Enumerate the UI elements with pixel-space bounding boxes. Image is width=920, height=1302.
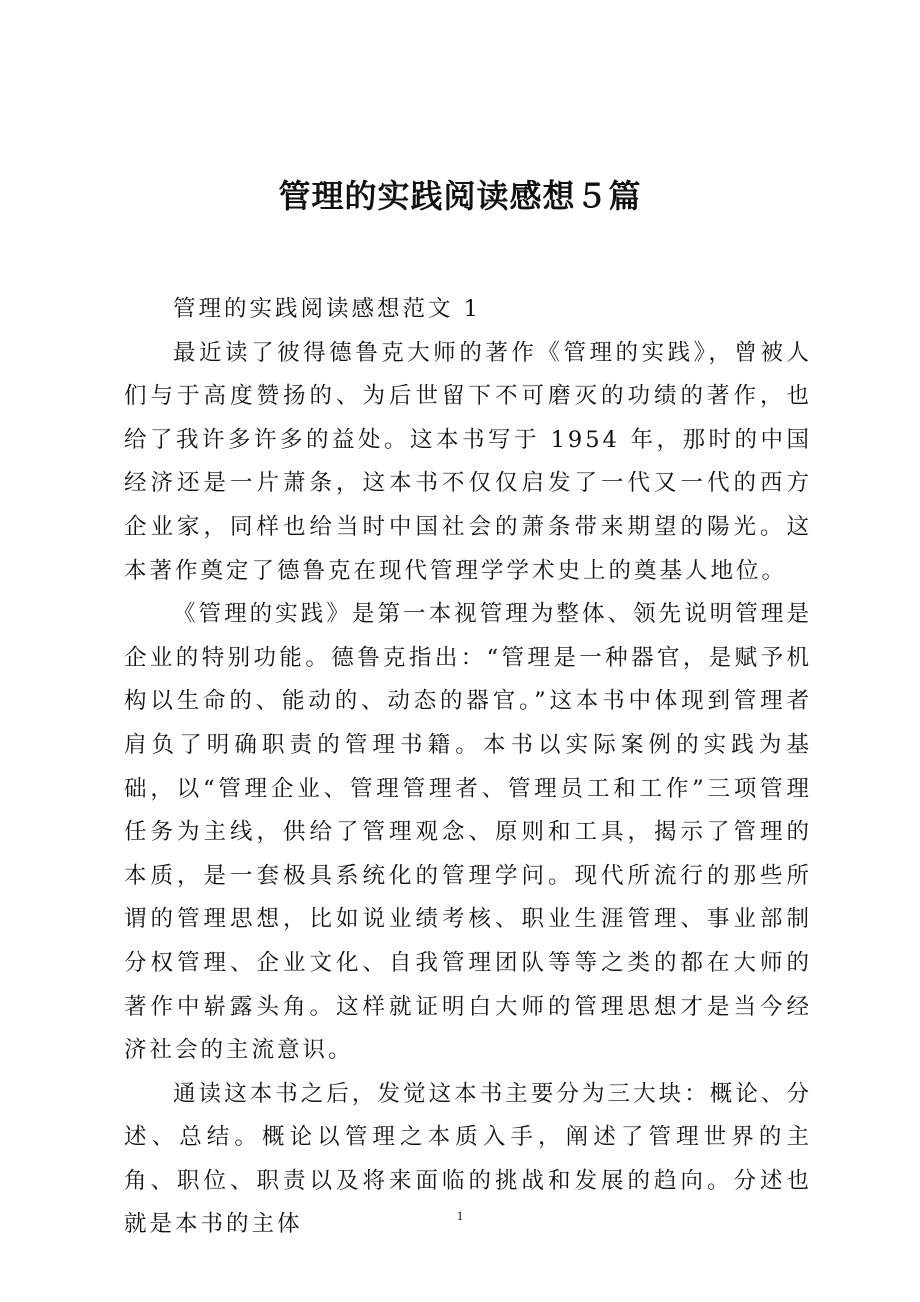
paragraph-2: 《管理的实践》是第一本视管理为整体、领先说明管理是企业的特别功能。德鲁克指出：“管理是一种器官，是赋予机构以生命的、能动的、动态的器官。”这本书中体现到管理者肩负了明确职责的管理书籍。本书以实际案例的实践为基础，以“管理企业、管理管理者、管理员工和工作”三项管理任务为主线，供给了管理观念、原则和工具，揭示了管理的本质，是一套极具系统化的管理学问。现代所流行的那些所谓的管理思想，比如说业绩考核、职业生涯管理、事业部制分权管理、企业文化、自我管理团队等等之类的都在大师的著作中崭露头角。这样就证明白大师的管理思想才是当今经济社会的主流意识。 [124, 601, 812, 1064]
document-title: 管理的实践阅读感想５篇 [278, 177, 642, 215]
document-body [124, 288, 812, 1247]
page-number: 1 [456, 1208, 464, 1223]
paragraph-3: 通读这本书之后，发觉这本书主要分为三大块：概论、分述、总结。概论以管理之本质入手，阐述了管理世界的主角、职位、职责以及将来面临的挑战和发展的趋向。分述也就是本书的主体 [124, 1080, 812, 1238]
section-heading: 管理的实践阅读感想范文 1 [173, 296, 481, 322]
paragraph-1: 最近读了彼得德鲁克大师的著作《管理的实践》，曾被人们与于高度赞扬的、为后世留下不可磨灭的功绩的著作，也给了我许多许多的益处。这本书写于 1954 年，那时的中国经济还是一片萧条，这本书不仅仅启发了一代又一代的西方企业家，同样也给当时中国社会的萧条带来期望的陽光。这本著作奠定了德鲁克在现代管理学学术史上的奠基人地位。 [124, 339, 812, 584]
